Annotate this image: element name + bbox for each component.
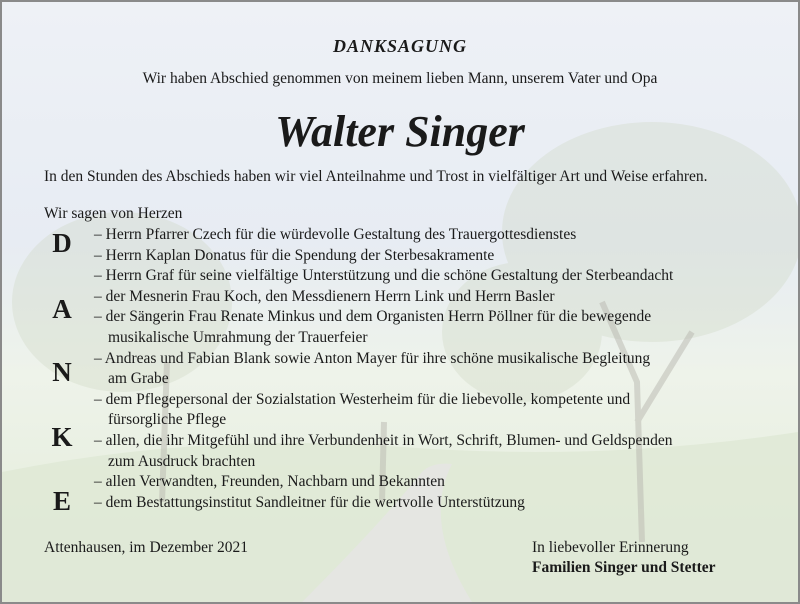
thanks-intro: Wir sagen von Herzen: [44, 205, 183, 222]
thanks-item: – dem Pflegepersonal der Sozialstation Westerheim für die liebevolle, kompetente und fürsorgliche Pflege: [94, 390, 631, 429]
place-date: Attenhausen, im Dezember 2021: [44, 539, 249, 556]
thanks-list: [94, 225, 673, 513]
danke-letter-k: K: [51, 422, 73, 452]
thanks-item: – allen, die ihr Mitgefühl und ihre Verbundenheit in Wort, Schrift, Blumen- und Geldspenden zum Ausdruck brachten: [94, 431, 673, 470]
thanks-item: – der Mesnerin Frau Koch, den Messdienern Herrn Link und Herrn Basler: [94, 287, 555, 305]
intro-text: Wir haben Abschied genommen von meinem lieben Mann, unserem Vater und Opa: [142, 70, 658, 87]
heading-title: DANKSAGUNG: [332, 36, 468, 56]
danke-letter-e: E: [52, 486, 71, 516]
danke-letter-d: D: [52, 228, 72, 258]
thanks-item: – allen Verwandten, Freunden, Nachbarn und Bekannten: [94, 473, 445, 491]
families-signature: Familien Singer und Stetter: [532, 559, 716, 576]
deceased-name: Walter Singer: [275, 107, 525, 156]
thanks-item: – Herrn Kaplan Donatus für die Spendung der Sterbesakramente: [94, 246, 495, 264]
thanks-item: – Herrn Graf für seine vielfältige Unterstützung und die schöne Gestaltung der Sterbeandacht: [94, 267, 674, 285]
danke-letter-a: A: [52, 294, 72, 324]
thanks-item: – Herrn Pfarrer Czech für die würdevolle Gestaltung des Trauergottesdienstes: [94, 226, 577, 243]
condolence-text: In den Stunden des Abschieds haben wir viel Anteilnahme und Trost in vielfältiger Art und Weise erfahren.: [44, 168, 708, 185]
thanks-item: – der Sängerin Frau Renate Minkus und dem Organisten Herrn Pöllner für die bewegende musikalische Umrahmung der Trauerfeier: [94, 308, 652, 346]
thanks-item: – Andreas und Fabian Blank sowie Anton Mayer für ihre schöne musikalische Begleitung am Grabe: [94, 349, 651, 388]
memory-text: In liebevoller Erinnerung: [532, 539, 689, 556]
danke-letter-n: N: [52, 357, 72, 387]
thanks-item: – dem Bestattungsinstitut Sandleitner für die wertvolle Unterstützung: [94, 493, 525, 511]
